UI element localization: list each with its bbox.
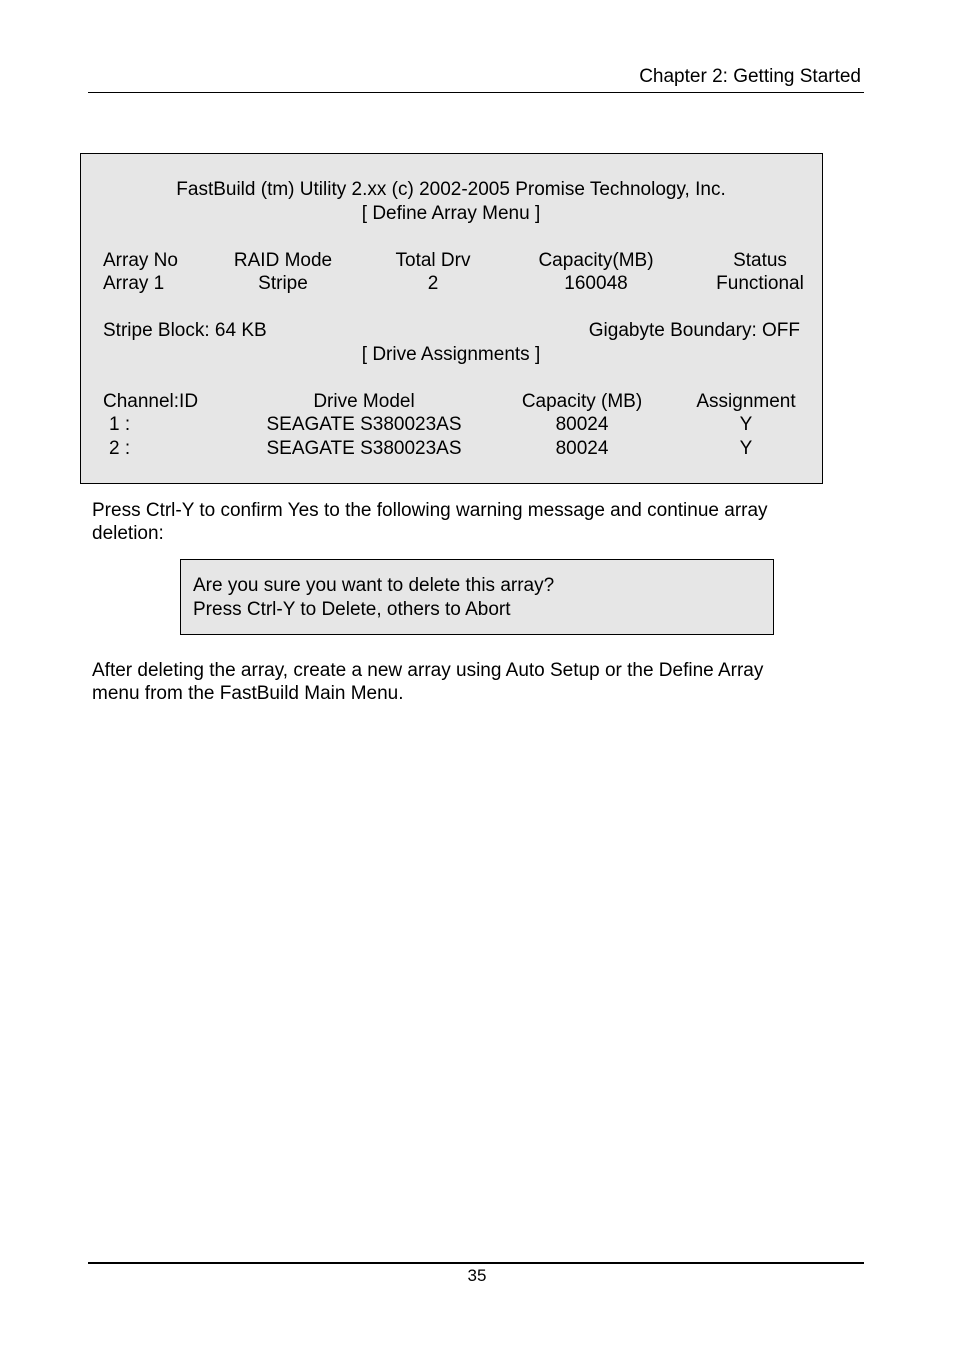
- drive-assignments-title: [ Drive Assignments ]: [361, 344, 541, 365]
- drive-1-channel: 1 :: [109, 414, 131, 435]
- fastbuild-define-array-screen: [80, 153, 823, 484]
- menu-title: [ Define Array Menu ]: [361, 203, 541, 224]
- utility-title: FastBuild (tm) Utility 2.xx (c) 2002-2005 Promise Technology, Inc.: [176, 179, 726, 200]
- drive-header-channel-id: Channel:ID: [103, 391, 199, 412]
- header-rule: [88, 92, 864, 93]
- array-row-status: Functional: [716, 273, 804, 294]
- after-delete-line-2: menu from the FastBuild Main Menu.: [92, 683, 404, 704]
- stripe-block: Stripe Block: 64 KB: [103, 320, 267, 341]
- drive-header-assignment: Assignment: [696, 391, 796, 412]
- warning-line-1: Are you sure you want to delete this array?: [193, 575, 555, 596]
- drive-2-channel: 2 :: [109, 438, 131, 459]
- drive-header-model: Drive Model: [313, 391, 415, 412]
- delete-warning-box: [180, 559, 774, 635]
- array-header-total-drv: Total Drv: [395, 250, 471, 271]
- page-number: 35: [467, 1266, 487, 1285]
- drive-1-assignment: Y: [739, 414, 753, 435]
- warning-line-2: Press Ctrl-Y to Delete, others to Abort: [193, 599, 511, 620]
- drive-header-capacity: Capacity (MB): [521, 391, 643, 412]
- instruction-line-1: Press Ctrl-Y to confirm Yes to the following warning message and continue array: [92, 500, 768, 521]
- drive-2-assignment: Y: [739, 438, 753, 459]
- instruction-line-2: deletion:: [92, 523, 164, 544]
- gigabyte-boundary: Gigabyte Boundary: OFF: [588, 320, 800, 341]
- footer-rule: [88, 1262, 864, 1264]
- running-header: Chapter 2: Getting Started: [639, 66, 861, 87]
- after-delete-paragraph: [92, 659, 832, 705]
- array-row-raid-mode: Stripe: [258, 273, 308, 294]
- drive-2-model: SEAGATE S380023AS: [266, 438, 462, 459]
- drive-1-model: SEAGATE S380023AS: [266, 414, 462, 435]
- instruction-paragraph: [92, 499, 832, 545]
- drive-1-capacity: 80024: [555, 414, 609, 435]
- array-header-capacity: Capacity(MB): [538, 250, 654, 271]
- array-header-raid-mode: RAID Mode: [233, 250, 333, 271]
- array-row-total-drv: 2: [427, 273, 439, 294]
- array-row-capacity: 160048: [564, 273, 628, 294]
- array-header-status: Status: [733, 250, 787, 271]
- after-delete-line-1: After deleting the array, create a new array using Auto Setup or the Define Array: [92, 660, 764, 681]
- array-row-array-no: Array 1: [103, 273, 165, 294]
- drive-2-capacity: 80024: [555, 438, 609, 459]
- array-header-array-no: Array No: [103, 250, 178, 271]
